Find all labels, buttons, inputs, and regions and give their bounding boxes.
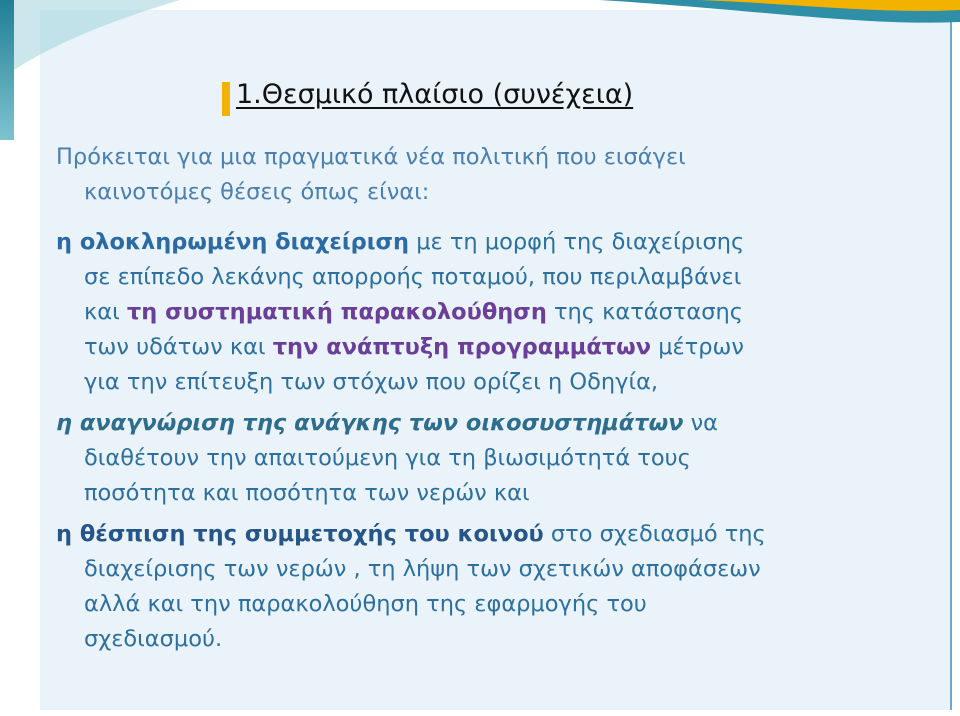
item1-line-1 xyxy=(56,225,936,260)
list-item-1 xyxy=(56,225,936,400)
intro-line-2: καινοτόμες θέσεις όπως είναι: xyxy=(84,179,430,205)
item1-line-5: για την επίτευξη των στόχων που ορίζει η Οδηγία, xyxy=(84,369,659,395)
bullet-list xyxy=(56,225,936,663)
item1-line-3 xyxy=(56,295,936,330)
item2-line-1 xyxy=(56,406,936,441)
item1-highlight-1: η ολοκληρωμένη διαχείριση xyxy=(56,229,410,255)
item1-text-4a: των υδάτων και xyxy=(84,334,273,360)
list-item-3 xyxy=(56,517,936,657)
page-title: 1.Θεσμικό πλαίσιο (συνέχεια) xyxy=(236,79,634,110)
item3-line-2: διαχείρισης των νερών , τη λήψη των σχετικών αποφάσεων xyxy=(84,556,761,582)
item1-text-4b: μέτρων xyxy=(651,334,744,360)
item2-highlight-1: η αναγνώριση της ανάγκης των οικοσυστημάτων xyxy=(56,410,684,436)
accent-bar xyxy=(0,0,14,140)
intro-text xyxy=(56,140,916,210)
item3-text-1: στο σχεδιασμό της xyxy=(543,521,766,547)
item2-text-1: να xyxy=(683,410,719,436)
item3-line-3: αλλά και την παρακολούθηση της εφαρμογής του xyxy=(84,591,647,617)
item3-line-1 xyxy=(56,517,936,552)
item1-text-3b: της κατάστασης xyxy=(546,299,743,325)
item1-highlight-3: την ανάπτυξη προγραμμάτων xyxy=(272,334,652,360)
intro-line-1: Πρόκειται για μια πραγματικά νέα πολιτική που εισάγει xyxy=(56,144,686,170)
item3-line-4: σχεδιασμού. xyxy=(84,626,223,652)
item1-line-2: σε επίπεδο λεκάνης απορροής ποταμού, που περιλαμβάνει xyxy=(84,264,742,290)
item1-text-3a: και xyxy=(84,299,127,325)
item2-line-3: ποσότητα και ποσότητα των νερών και xyxy=(84,480,530,506)
list-item-2 xyxy=(56,406,936,511)
item1-highlight-2: τη συστηματική παρακολούθηση xyxy=(126,299,547,325)
item1-text-1: με τη μορφή της διαχείρισης xyxy=(409,229,745,255)
item1-line-4 xyxy=(56,330,936,365)
item3-highlight-1: η θέσπιση της συμμετοχής του κοινού xyxy=(56,521,544,547)
item2-line-2: διαθέτουν την απαιτούμενη για τη βιωσιμότητά τους xyxy=(84,445,691,471)
